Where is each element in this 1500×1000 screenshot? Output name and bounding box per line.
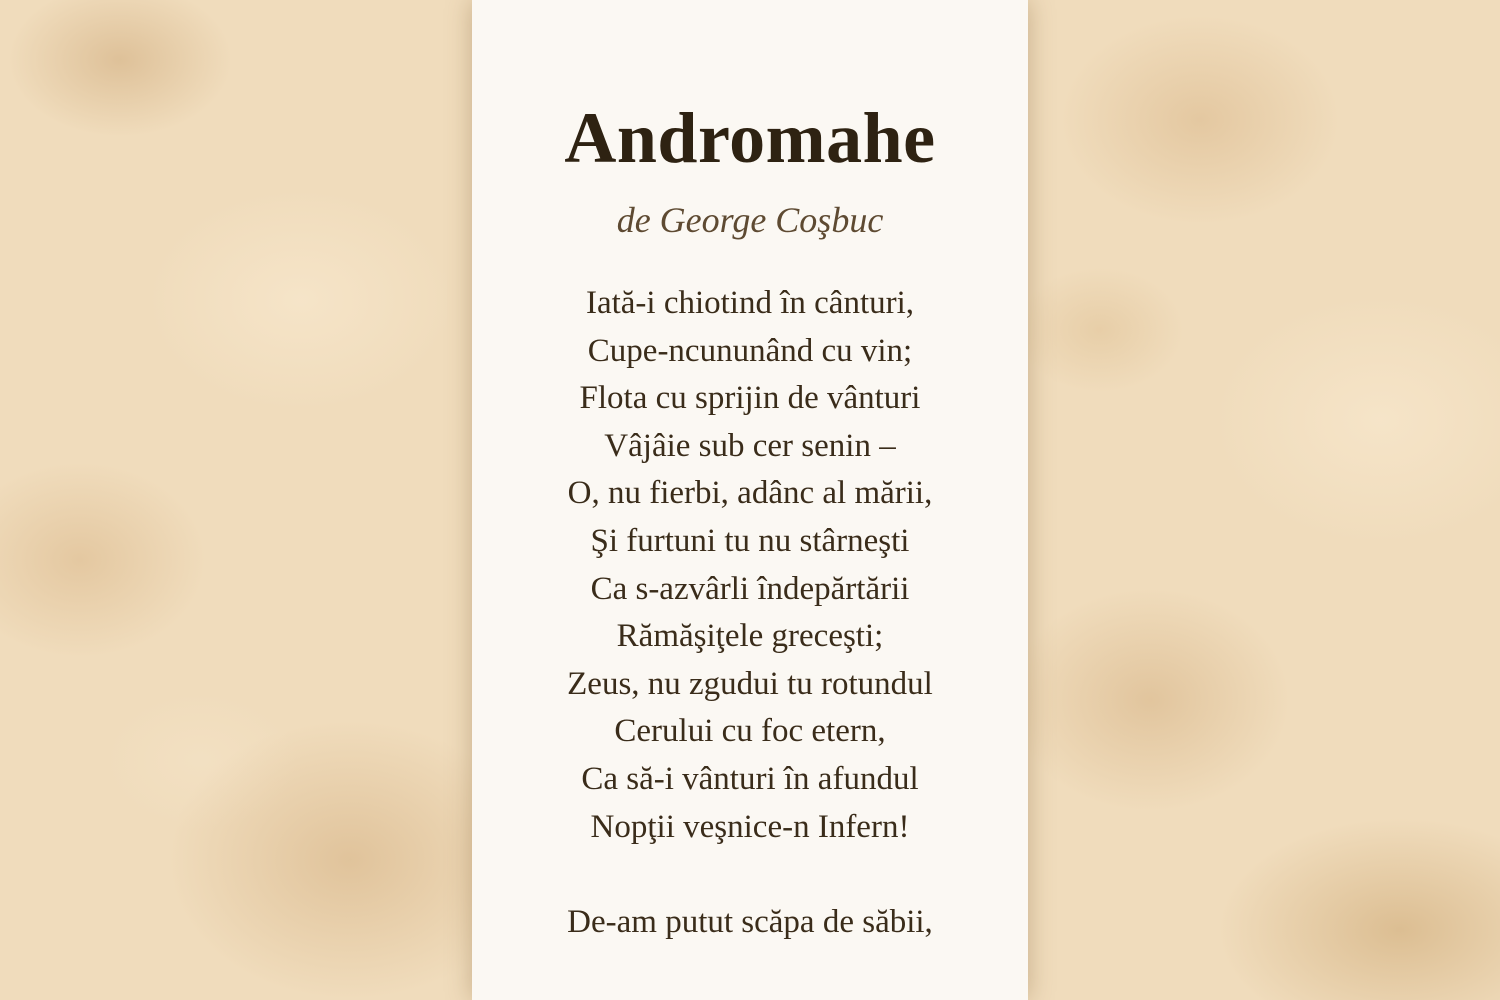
- poem-line: Rămăşiţele greceşti;: [616, 618, 884, 655]
- poem-line: Ca să-i vânturi în afundul: [581, 760, 919, 797]
- poem-line: Şi furtuni tu nu stârneşti: [590, 522, 910, 559]
- poem-line: Cerului cu foc etern,: [614, 713, 886, 750]
- poem-line: Ca s-azvârli îndepărtării: [590, 570, 910, 607]
- poem-line: De-am putut scăpa de săbii,: [567, 903, 933, 940]
- poem-title: Andromahe: [564, 98, 936, 178]
- poem-line: Flota cu sprijin de vânturi: [579, 380, 921, 417]
- poem-line: Iată-i chiotind în cânturi,: [585, 285, 915, 321]
- stanza-1: [472, 280, 1028, 851]
- poem-line: Nopţii veşnice-n Infern!: [590, 808, 910, 845]
- poem-line: Cupe-ncununând cu vin;: [587, 332, 913, 369]
- poem-page: [472, 0, 1028, 1000]
- poem-line: Zeus, nu zgudui tu rotundul: [567, 665, 933, 702]
- poem-line: Vâjâie sub cer senin –: [604, 427, 896, 464]
- poem-line: O, nu fierbi, adânc al mării,: [567, 475, 933, 512]
- poem-author: de George Coşbuc: [616, 200, 884, 240]
- poem-body: [472, 280, 1028, 946]
- stanza-2: [472, 899, 1028, 947]
